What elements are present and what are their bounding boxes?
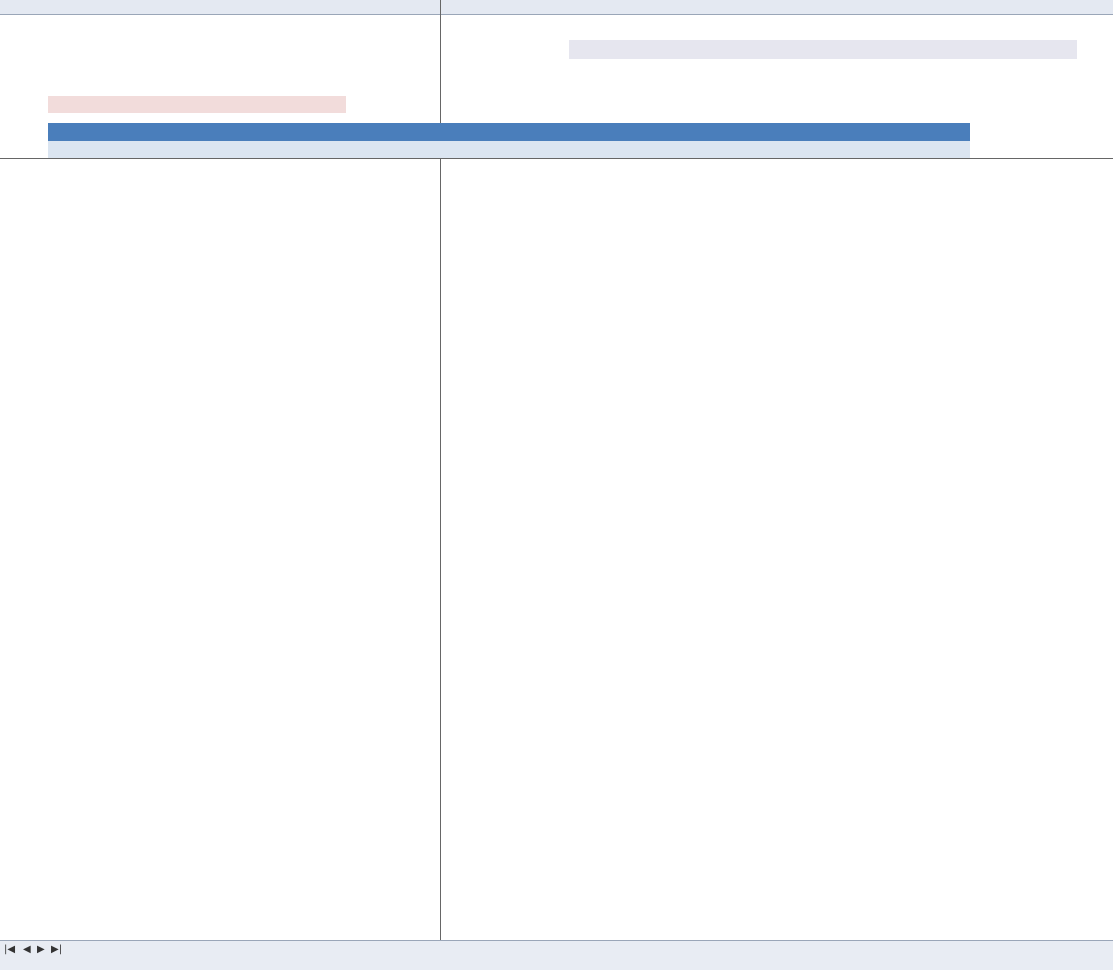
- next-sheet-icon[interactable]: ▶: [37, 944, 45, 955]
- last-sheet-icon[interactable]: ▶|: [51, 944, 63, 955]
- prev-sheet-icon[interactable]: ◀: [23, 944, 31, 955]
- first-sheet-icon[interactable]: |◀: [4, 944, 16, 955]
- sheet-tab-bar: [0, 940, 1113, 970]
- period-type-band: [48, 141, 970, 158]
- column-header-bar: [0, 0, 1113, 15]
- freeze-pane-horizontal: [0, 158, 1113, 159]
- year-header-band: [48, 123, 970, 141]
- model-check: [48, 96, 346, 113]
- navigator-title: [569, 40, 1077, 59]
